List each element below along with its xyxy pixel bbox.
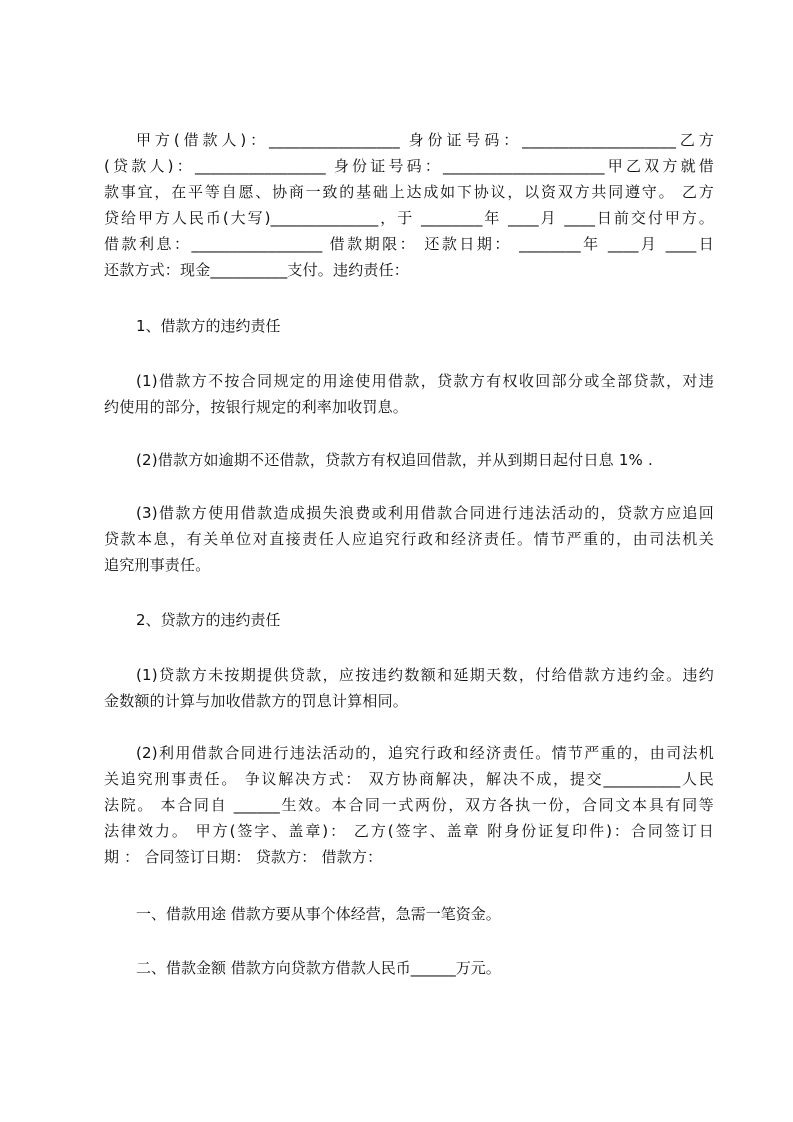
clause-purpose: 一、借款用途 借款方要从事个体经营，急需一笔资金。 [136, 905, 501, 923]
clause-line: (3)借款方使用借款造成损失浪费或利用借款合同进行违法活动的，贷款方应追回 [136, 504, 714, 522]
clause-line: 追究刑事责任。 [104, 556, 211, 574]
section1-item1 [104, 368, 714, 420]
section2-heading: 2、贷款方的违约责任 [136, 611, 281, 629]
section1-item2 [104, 447, 714, 473]
section1-heading: 1、借款方的违约责任 [136, 317, 281, 335]
clause-line: (1)借款方不按合同规定的用途使用借款，贷款方有权收回部分或全部贷款，对违 [136, 372, 714, 390]
intro-line: 款事宜，在平等自愿、协商一致的基础上达成如下协议，以资双方共同遵守。 乙方 [104, 183, 714, 201]
clause-line: (2)借款方如逾期不还借款，贷款方有权追回借款，并从到期日起付日息 1% . [136, 451, 653, 469]
clause-line: 贷款本息，有关单位对直接责任人应追究行政和经济责任。情节严重的，由司法机关 [104, 530, 714, 548]
intro-paragraph [104, 127, 714, 283]
clause-line: 金数额的计算与加收借款方的罚息计算相同。 [104, 692, 409, 710]
clause-line: (1)贷款方未按期提供贷款，应按违约数额和延期天数，付给借款方违约金。违约 [136, 666, 714, 684]
section2-item2 [104, 740, 714, 870]
section1-item3 [104, 500, 714, 578]
section2-item1 [104, 662, 714, 714]
clause-line: (2)利用借款合同进行违法活动的，追究行政和经济责任。情节严重的，由司法机 [136, 744, 714, 762]
intro-line: (贷款人)：_________________ 身份证号码：_____________________甲乙双方就借 [104, 157, 714, 175]
intro-line: 甲方(借款人)：_________________ 身份证号码：____________________乙方 [136, 131, 714, 149]
clause-line: 法院。 本合同自 ______生效。本合同一式两份，双方各执一份，合同文本具有同等 [104, 796, 714, 814]
intro-line: 贷给甲方人民币(大写)______________，于 ________年 ____月 ____日前交付甲方。 [104, 209, 714, 227]
clause-line: 关追究刑事责任。 争议解决方式： 双方协商解决，解决不成，提交__________人民 [104, 770, 714, 788]
intro-line: 借款利息：_________________ 借款期限： 还款日期： ________年 ____月 ____日 [104, 235, 714, 253]
clause-line: 期 ： 合同签订日期： 贷款方： 借款方： [104, 848, 383, 866]
clause-amount: 二、借款金额 借款方向贷款方借款人民币______万元。 [136, 959, 501, 977]
clause-line: 约使用的部分，按银行规定的利率加收罚息。 [104, 398, 409, 416]
intro-line: 还款方式：现金__________支付。违约责任： [104, 261, 410, 279]
clause-line: 法律效力。 甲方(签字、盖章)： 乙方(签字、盖章 附身份证复印件)：合同签订日 [104, 822, 714, 840]
